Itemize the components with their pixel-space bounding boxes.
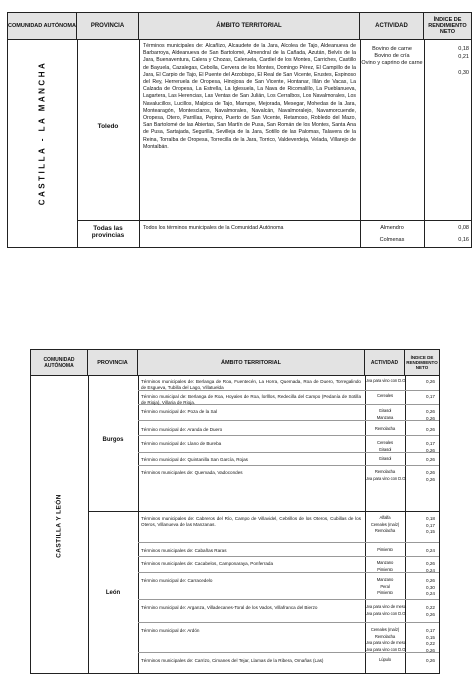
indice-value: 0,26 xyxy=(426,409,435,414)
ambito-cell: Términos municipales de: Quemada, Vadocondes xyxy=(141,470,243,475)
row-divider xyxy=(138,465,439,466)
actividad-cell: Alfalfa xyxy=(379,515,391,520)
ambito-toledo: Términos municipales de: Alcañizo, Alcaudete de la Jara, Alcolea de Tajo, Aldeanueva de Barbarroya, Aldeanueva de San Bartolomé, Almendral de la Cañada, Azután, Belvís de la Jara, Buenaventura, Calera y Chozas, Caleruela, Cardiel de los Montes, Carriches, Castillo de Bayuela, Cazalegas, Cebolla, Cervera de los Montes, Domingo Pérez, El Campillo de la Jara, El Carpio de Tajo, El Puente del Arzobispo, El Real de San Vicente, Erustes, Espinoso del Rey, Herreruela de Oropesa, Hinojosa de San Vicente, Hontanar, Illán de Vacas, La Calzada de Oropesa, La Estrella, La Iglesuela, La Nava de Ricomalillo, La Pueblanueva, Lagartera, Las Herencias, Las Ventas de San Julián, Los Cerralbos, Los Navalmorales, Los Navalucillos, Lucillos, Malpica de Tajo, Marrupe, Mejorada, Mesegar, Mohedas de la Jara, Montearagón, Montesclaros, Navalmorales, Navalcán, Navalmoralejo, Navamorcuende, Oropesa, Otero, Parrillas, Pepino, Puerto de San Vicente, Retamoso, Robledo del Mazo, San Bartolomé de las Abiertas, San Martín de Pusa, San Román de los Montes, Santa Ana de Pusa, Sartajada, Segurilla, Sevilleja de la Jara, Sotillo de las Palomas, Talavera de la Reina, Torralba de Oropesa, Torrecilla de la Jara, Torrico, Valdeverdeja, Velada, Villarejo de Montalbán. xyxy=(143,43,356,150)
ambito-cell: Término municipal de: Ardón xyxy=(141,628,200,633)
indice-value: 0,26 xyxy=(426,457,435,462)
col-divider xyxy=(77,40,78,247)
actividad-cell: Uva para vino con D.O. xyxy=(365,610,407,616)
row-divider xyxy=(77,220,471,221)
ambito-cell: Términos municipales de: Berlanga de Roa, Fuentecén, La Horra, Quemada, Roa de Duero, Torregalindo de Esgueva, Tubilla del Lago, Villatuelda xyxy=(141,379,361,390)
actividad-cell: Remolacha xyxy=(374,633,396,639)
actividad-cell: Manzano xyxy=(376,577,394,582)
indice-value: 0,24 xyxy=(426,591,435,596)
indice-value: 0,26 xyxy=(426,476,435,482)
header-comunidad xyxy=(31,350,88,375)
actividad-ovino-caprino-label: Ovino y caprino de carne xyxy=(361,60,423,66)
indice-value: 0,15 xyxy=(426,529,435,534)
actividad-cell: Pimiento xyxy=(377,566,393,572)
indice-value: 0,08 xyxy=(458,225,469,231)
table-header xyxy=(8,13,471,40)
ambito-cell: Término municipal de: Poza de la Sal xyxy=(141,409,218,414)
actividad-cell: Cereales xyxy=(377,393,393,398)
ambito-cell: Término municipal de: Quintanilla San García, Rojas xyxy=(141,457,248,462)
row-divider xyxy=(88,511,439,512)
indice-value: 0,22 xyxy=(426,605,435,610)
actividad-cell: Uva para vino de mesa xyxy=(365,640,406,645)
indice-value: 0,30 xyxy=(426,584,435,590)
actividad-cell: Uva para vino con D.O. xyxy=(365,475,407,481)
table-header xyxy=(31,350,439,376)
header-comunidad-label: COMUNIDAD AUTÓNOMA xyxy=(8,23,76,29)
row-divider xyxy=(138,599,439,600)
header-ambito xyxy=(138,350,365,375)
provincia-leon: León xyxy=(105,590,121,596)
header-actividad xyxy=(365,350,405,375)
indice-value: 0,26 xyxy=(426,379,435,384)
header-provincia-label: PROVINCIA xyxy=(90,23,125,29)
header-indice xyxy=(424,13,471,39)
actividad-cell: Lúpulo xyxy=(379,657,391,662)
header-actividad-label: ACTIVIDAD xyxy=(370,359,399,366)
actividad-ovino-caprino xyxy=(360,60,424,66)
header-ambito-label: ÁMBITO TERRITORIAL xyxy=(216,23,282,29)
table-castilla-la-mancha xyxy=(7,12,472,248)
actividad-cell: Cereales (maíz) xyxy=(370,521,400,527)
ambito-cell: Término municipal de: Aranda de Duero xyxy=(141,427,223,432)
actividad-cell: Remolacha xyxy=(374,469,396,474)
ambito-cell: Términos municipales de: Carrizo, Cimanes del Tejar, Llamas de la Ribera, Omañas (Las) xyxy=(141,658,324,663)
actividad-cell: Pimiento xyxy=(377,590,393,595)
ambito-cell: Término municipal de: Arganza, Villadecanes-Toral de los Vados, Villafranca del Bierzo xyxy=(141,605,318,610)
row-divider xyxy=(138,542,439,543)
col-divider xyxy=(139,40,140,247)
comunidad-label: CASTILLA Y LEÓN xyxy=(55,494,63,558)
actividad-cell: Remolacha xyxy=(374,528,396,533)
header-provincia-label: PROVINCIA xyxy=(97,359,128,366)
indice-value: 0,18 xyxy=(458,46,469,52)
provincia-toledo: Toledo xyxy=(97,123,119,130)
indice-value: 0,22 xyxy=(426,641,435,646)
indice-value: 0,26 xyxy=(426,611,435,617)
indice-value: 0,24 xyxy=(426,548,435,553)
indice-value: 0,17 xyxy=(426,628,435,633)
header-indice-label: ÍNDICE DE RENDIMIENTO NETO xyxy=(406,355,438,370)
indice-value: 0,17 xyxy=(426,522,435,528)
ambito-cell: Términos municipales de: Cabreros del Río, Campo de Villavidel, Cebrillos de los Oteros, Cubillas de los Oteros, Villanueva de las Manzanas. xyxy=(141,516,361,527)
actividad-cell: Girasol xyxy=(378,456,392,461)
actividad-cell: Manzano xyxy=(376,560,394,565)
header-comunidad xyxy=(8,13,77,39)
actividad-cell: Pimiento xyxy=(377,547,393,552)
actividad-cell: Girasol xyxy=(378,408,392,413)
comunidad-label: CASTILLA - LA MANCHA xyxy=(37,60,47,206)
indice-value: 0,26 xyxy=(426,415,435,421)
actividad-almendro: Almendro xyxy=(380,225,404,231)
table-castilla-y-leon xyxy=(30,349,440,674)
row-divider xyxy=(138,622,439,623)
actividad-cell: Uva para vino con D.O. xyxy=(365,378,407,383)
provincia-burgos: Burgos xyxy=(102,437,124,443)
indice-value: 0,26 xyxy=(426,447,435,453)
indice-value: 0,21 xyxy=(458,54,469,60)
header-provincia xyxy=(77,13,139,39)
actividad-cell: Cereales (maíz) xyxy=(370,627,400,632)
header-provincia xyxy=(88,350,138,375)
header-actividad xyxy=(360,13,424,39)
indice-value: 0,17 xyxy=(426,394,435,399)
indice-value: 0,26 xyxy=(426,561,435,566)
indice-value: 0,26 xyxy=(426,578,435,583)
provincia-todas-label: Todas las provincias xyxy=(91,225,125,240)
actividad-cell: Remolacha xyxy=(374,426,396,431)
ambito-cell: Término municipal de: Berlanga de Roa, Hoyales de Roa, Íorlllos, Redecilla del Campo (Pedanía de Sotilla de Rioja), Villaria de Rioja. xyxy=(141,394,361,405)
ambito-cell: Término municipal de: Carracedelo xyxy=(141,578,213,583)
actividad-bovino-carne: Bovino de carne xyxy=(372,46,412,52)
actividad-cell: Cereales xyxy=(377,440,393,445)
header-actividad-label: ACTIVIDAD xyxy=(375,23,408,29)
ambito-cell: Término municipal de: Llano de Bureba xyxy=(141,441,222,446)
header-comunidad-label: COMUNIDAD AUTÓNOMA xyxy=(43,356,75,369)
header-ambito-label: ÁMBITO TERRITORIAL xyxy=(221,359,281,366)
indice-value: 0,26 xyxy=(426,470,435,475)
indice-value: 0,30 xyxy=(458,70,469,76)
header-indice xyxy=(405,350,439,375)
header-ambito xyxy=(139,13,360,39)
actividad-cell: Manzana xyxy=(376,414,394,420)
indice-value: 0,18 xyxy=(426,516,435,521)
ambito-cell: Términos municipales de: Cabañas Raras xyxy=(141,548,227,553)
actividad-bovino-cria: Bovino de cría xyxy=(374,53,410,59)
indice-value: 0,16 xyxy=(458,237,469,243)
actividad-cell: Peral xyxy=(380,583,390,589)
indice-value: 0,17 xyxy=(426,441,435,446)
indice-value: 0,24 xyxy=(426,567,435,573)
actividad-cell: Girasol xyxy=(378,446,392,452)
col-divider xyxy=(88,376,89,673)
provincia-todas xyxy=(77,225,139,240)
indice-value: 0,26 xyxy=(426,658,435,663)
actividad-cell: Uva para vino de mesa xyxy=(365,604,406,609)
indice-value: 0,15 xyxy=(426,634,435,640)
row-divider xyxy=(138,435,439,436)
actividad-cell: Uva para vino con D.O. xyxy=(365,646,407,652)
row-divider xyxy=(138,556,439,557)
header-indice-label: ÍNDICE DE RENDIMIENTO NETO xyxy=(428,17,467,35)
indice-value: 0,26 xyxy=(426,647,435,653)
col-divider xyxy=(360,40,361,247)
indice-value: 0,26 xyxy=(426,427,435,432)
actividad-colmenas: Colmenas xyxy=(379,237,405,243)
ambito-todas: Todos los términos municipales de la Comunidad Autónoma xyxy=(143,225,284,231)
ambito-cell: Términos municipales de: Cacabelos, Camponaraya, Ponferrada xyxy=(141,561,274,566)
